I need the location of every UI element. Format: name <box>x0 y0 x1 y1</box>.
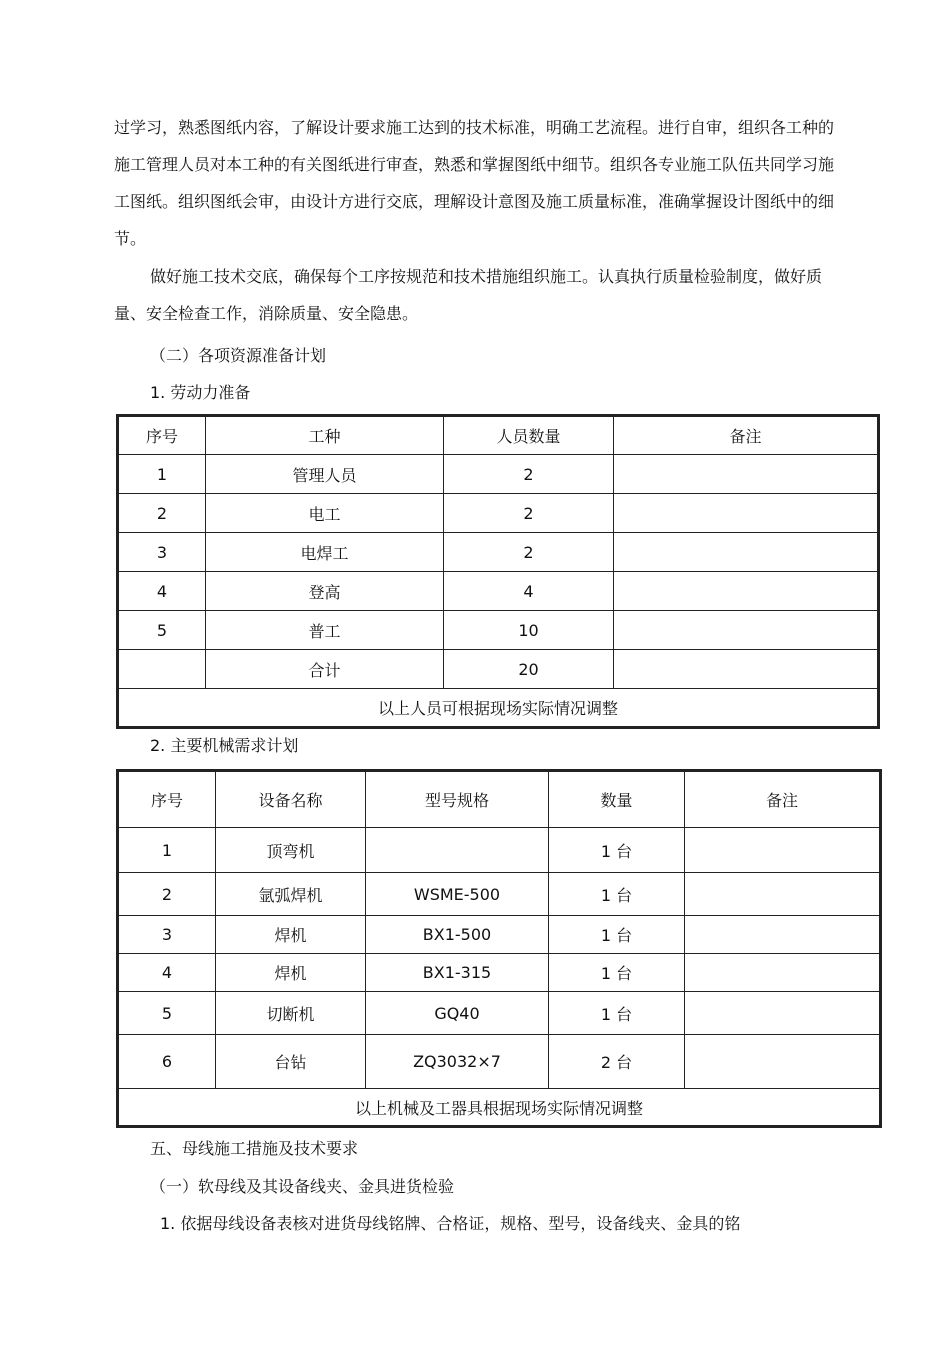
table-cell <box>614 494 879 533</box>
table-cell: 6 <box>118 1035 216 1089</box>
table-row <box>118 455 879 494</box>
table-cell: 登高 <box>206 572 444 611</box>
machinery-table <box>116 769 882 1128</box>
table-note: 以上人员可根据现场实际情况调整 <box>118 689 879 728</box>
table-cell: 2 台 <box>549 1035 685 1089</box>
table-cell: 2 <box>444 494 614 533</box>
table-cell <box>685 1035 881 1089</box>
table-cell: 电工 <box>206 494 444 533</box>
header-cell: 备注 <box>614 416 879 455</box>
heading-labor: 1. 劳动力准备 <box>150 383 251 402</box>
table-cell: 1 台 <box>549 954 685 992</box>
table-cell: 1 台 <box>549 873 685 916</box>
table-cell <box>614 533 879 572</box>
table-cell <box>685 828 881 873</box>
table-cell <box>614 650 879 689</box>
table-cell: 4 <box>118 954 216 992</box>
table-cell: 1 台 <box>549 916 685 954</box>
table-cell: 焊机 <box>216 954 366 992</box>
table-cell <box>118 650 206 689</box>
table-cell: 3 <box>118 533 206 572</box>
table-cell <box>685 916 881 954</box>
table-cell: 20 <box>444 650 614 689</box>
table-note-row <box>118 1089 881 1127</box>
header-cell: 序号 <box>118 416 206 455</box>
numbered-item-1: 1. 依据母线设备表核对进货母线铭牌、合格证，规格、型号，设备线夹、金具的铭 <box>160 1214 741 1233</box>
table-note: 以上机械及工器具根据现场实际情况调整 <box>118 1089 881 1127</box>
table-cell: WSME-500 <box>366 873 549 916</box>
table-cell: 1 <box>118 828 216 873</box>
table-row <box>118 916 881 954</box>
header-cell: 备注 <box>685 771 881 828</box>
paragraph-technical-briefing: 做好施工技术交底，确保每个工序按规范和技术措施组织施工。认真执行质量检验制度，做好质量、安全检查工作，消除质量、安全隐患。 <box>114 267 823 323</box>
header-cell: 工种 <box>206 416 444 455</box>
table-row <box>118 873 881 916</box>
heading-soft-busbar: （一）软母线及其设备线夹、金具进货检验 <box>150 1177 455 1196</box>
table-cell: 普工 <box>206 611 444 650</box>
header-cell: 型号规格 <box>366 771 549 828</box>
table-cell: 1 <box>118 455 206 494</box>
table-header-row <box>118 416 879 455</box>
table-cell: 2 <box>444 455 614 494</box>
table-cell: GQ40 <box>366 992 549 1035</box>
table-cell <box>366 828 549 873</box>
table-cell: 切断机 <box>216 992 366 1035</box>
table-cell: 氩弧焊机 <box>216 873 366 916</box>
table-row <box>118 992 881 1035</box>
table-cell: 电焊工 <box>206 533 444 572</box>
table-note-row <box>118 689 879 728</box>
table-cell: 管理人员 <box>206 455 444 494</box>
table-cell: 5 <box>118 611 206 650</box>
labor-table <box>116 414 880 729</box>
table-row <box>118 572 879 611</box>
table-cell: 合计 <box>206 650 444 689</box>
table-cell: 4 <box>118 572 206 611</box>
table-cell: 2 <box>118 873 216 916</box>
table-cell: 焊机 <box>216 916 366 954</box>
table-total-row <box>118 650 879 689</box>
table-row <box>118 828 881 873</box>
table-cell: BX1-315 <box>366 954 549 992</box>
table-cell: 2 <box>118 494 206 533</box>
table-cell: 3 <box>118 916 216 954</box>
table-cell: 2 <box>444 533 614 572</box>
header-cell: 设备名称 <box>216 771 366 828</box>
table-cell: 1 台 <box>549 828 685 873</box>
table-cell <box>685 873 881 916</box>
table-row <box>118 611 879 650</box>
table-cell: 1 台 <box>549 992 685 1035</box>
table-cell: 顶弯机 <box>216 828 366 873</box>
table-cell <box>685 954 881 992</box>
table-cell: 10 <box>444 611 614 650</box>
table-cell: 5 <box>118 992 216 1035</box>
header-cell: 数量 <box>549 771 685 828</box>
table-cell: ZQ3032×7 <box>366 1035 549 1089</box>
table-row <box>118 1035 881 1089</box>
table-cell: 4 <box>444 572 614 611</box>
table-cell <box>614 572 879 611</box>
heading-resource-plan: （二）各项资源准备计划 <box>150 346 327 365</box>
table-row <box>118 494 879 533</box>
header-cell: 序号 <box>118 771 216 828</box>
heading-busbar: 五、母线施工措施及技术要求 <box>150 1139 359 1158</box>
table-header-row <box>118 771 881 828</box>
table-cell <box>685 992 881 1035</box>
heading-machinery: 2. 主要机械需求计划 <box>150 736 299 755</box>
table-cell: BX1-500 <box>366 916 549 954</box>
table-cell: 台钻 <box>216 1035 366 1089</box>
paragraph-review-drawings: 过学习，熟悉图纸内容，了解设计要求施工达到的技术标准，明确工艺流程。进行自审，组织各工种的施工管理人员对本工种的有关图纸进行审查，熟悉和掌握图纸中细节。组织各专业施工队伍共同学习施工图纸。组织图纸会审，由设计方进行交底，理解设计意图及施工质量标准，准确掌握设计图纸中的细节。 <box>114 118 835 248</box>
table-row <box>118 954 881 992</box>
table-row <box>118 533 879 572</box>
table-cell <box>614 455 879 494</box>
table-cell <box>614 611 879 650</box>
header-cell: 人员数量 <box>444 416 614 455</box>
